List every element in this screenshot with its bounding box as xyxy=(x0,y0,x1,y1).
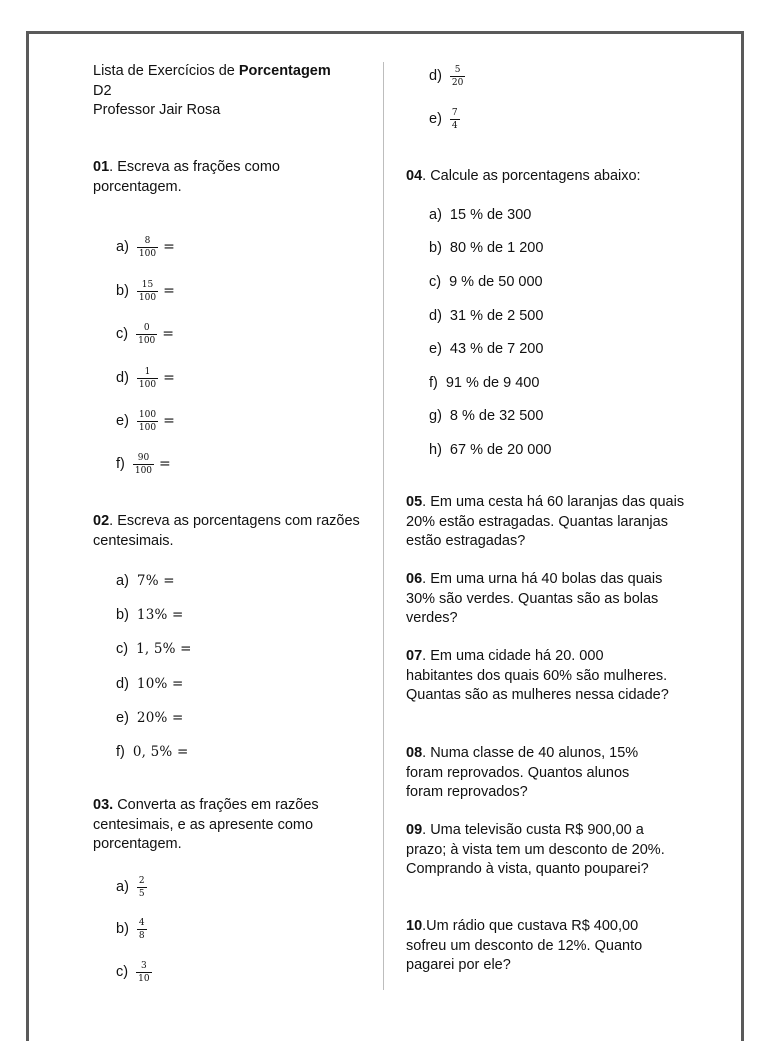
calculation-item xyxy=(429,440,552,460)
calculation-item xyxy=(429,339,543,359)
calculation-text: 43 % de 7 200 xyxy=(449,341,544,357)
item-label: c) xyxy=(116,964,129,981)
fraction xyxy=(133,453,154,476)
calculation-item xyxy=(429,406,543,426)
calculation-text: 80 % de 1 200 xyxy=(449,240,544,256)
item-label: a) xyxy=(429,207,442,223)
fraction-numerator: 7 xyxy=(451,108,458,118)
column-divider xyxy=(383,62,384,990)
calculation-text: 91 % de 9 400 xyxy=(445,375,540,391)
percentage-item xyxy=(116,639,192,659)
calculation-item xyxy=(429,306,543,326)
item-label: c) xyxy=(116,326,129,343)
equals-sign: = xyxy=(163,283,175,300)
fraction-denominator: 100 xyxy=(138,380,157,390)
item-label: b) xyxy=(116,607,129,623)
fraction xyxy=(137,876,147,899)
fraction-item xyxy=(116,961,154,984)
document-header xyxy=(93,62,363,121)
percentage-value: 0, 5% = xyxy=(132,744,189,760)
item-label: h) xyxy=(429,442,442,458)
calculation-text: 31 % de 2 500 xyxy=(449,308,544,324)
question-01: 01. Escreva as frações como porcentagem. xyxy=(93,159,280,195)
fraction-denominator: 8 xyxy=(138,931,145,941)
fraction-numerator: 100 xyxy=(138,410,157,420)
fraction-denominator: 4 xyxy=(451,121,458,131)
fraction-numerator: 8 xyxy=(137,236,158,248)
fraction-numerator: 15 xyxy=(137,280,158,292)
header-teacher: Professor Jair Rosa xyxy=(93,102,221,118)
equals-sign: = xyxy=(163,370,175,387)
percentage-value: 13% = xyxy=(136,607,184,623)
question-02: 02. Escreva as porcentagens com razões centesimais. xyxy=(93,513,360,549)
fraction xyxy=(137,918,147,941)
percentage-value: 20% = xyxy=(136,710,184,726)
fraction-denominator: 100 xyxy=(138,423,157,433)
calculation-text: 8 % de 32 500 xyxy=(449,408,544,424)
fraction-item xyxy=(116,918,149,941)
fraction-numerator: 0 xyxy=(136,323,157,335)
fraction-numerator: 3 xyxy=(136,961,151,973)
question-07: 07. Em uma cidade há 20. 000 habitantes dos quais 60% são mulheres. Quantas são as mulheres nessa cidade? xyxy=(406,648,669,703)
item-label: c) xyxy=(429,274,442,290)
fraction-denominator: 20 xyxy=(451,78,464,88)
percentage-item xyxy=(116,708,184,728)
fraction-numerator: 5 xyxy=(450,65,465,77)
calculation-item xyxy=(429,373,539,393)
fraction xyxy=(137,410,158,433)
fraction-numerator: 90 xyxy=(133,453,154,465)
item-label: b) xyxy=(429,240,442,256)
fraction-denominator: 100 xyxy=(138,249,157,259)
item-label: c) xyxy=(116,641,129,657)
calculation-item xyxy=(429,205,531,225)
calculation-item xyxy=(429,238,543,258)
fraction-item xyxy=(429,65,467,88)
fraction-denominator: 100 xyxy=(134,466,153,476)
question-09: 09. Uma televisão custa R$ 900,00 a prazo; à vista tem um desconto de 20%. Comprando à vista, quanto pouparei? xyxy=(406,822,665,877)
item-label: a) xyxy=(116,239,129,256)
item-label: e) xyxy=(429,111,442,128)
fraction xyxy=(136,323,157,346)
fraction-denominator: 10 xyxy=(138,974,150,984)
item-label: e) xyxy=(116,413,129,430)
fraction xyxy=(450,108,460,131)
fraction-numerator: 4 xyxy=(138,918,145,928)
fraction-item xyxy=(116,876,149,899)
percentage-value: 7% = xyxy=(136,573,175,589)
question-06: 06. Em uma urna há 40 bolas das quais 30% são verdes. Quantas são as bolas verdes? xyxy=(406,571,663,626)
fraction-item xyxy=(116,323,174,346)
item-label: a) xyxy=(116,573,129,589)
question-10: 10.Um rádio que custava R$ 400,00 sofreu um desconto de 12%. Quanto pagarei por ele? xyxy=(406,918,643,973)
percentage-item xyxy=(116,605,184,625)
percentage-item xyxy=(116,571,175,591)
equals-sign: = xyxy=(159,456,171,473)
item-label: d) xyxy=(429,308,442,324)
equals-sign: = xyxy=(163,413,175,430)
item-label: f) xyxy=(116,744,125,760)
question-04: 04. Calcule as porcentagens abaixo: xyxy=(406,168,641,184)
percentage-item xyxy=(116,674,184,694)
question-05: 05. Em uma cesta há 60 laranjas das quais 20% estão estragadas. Quantas laranjas estão estragadas? xyxy=(406,494,685,549)
percentage-value: 1, 5% = xyxy=(136,641,192,657)
percentage-value: 10% = xyxy=(136,676,184,692)
header-code: D2 xyxy=(93,82,112,99)
fraction xyxy=(450,65,465,88)
item-label: e) xyxy=(429,341,442,357)
fraction-denominator: 100 xyxy=(138,336,156,346)
fraction xyxy=(137,280,158,303)
equals-sign: = xyxy=(162,326,175,343)
item-label: e) xyxy=(116,710,129,726)
fraction-denominator: 5 xyxy=(138,889,145,899)
calculation-text: 9 % de 50 000 xyxy=(449,274,543,290)
fraction-item xyxy=(116,367,175,390)
item-label: b) xyxy=(116,283,129,300)
fraction-numerator: 1 xyxy=(137,367,158,379)
fraction-denominator: 100 xyxy=(138,293,157,303)
equals-sign: = xyxy=(163,239,175,256)
fraction-item xyxy=(116,236,175,259)
percentage-item xyxy=(116,742,188,762)
item-label: a) xyxy=(116,879,129,896)
item-label: d) xyxy=(116,370,129,387)
fraction-item xyxy=(116,453,171,476)
calculation-text: 15 % de 300 xyxy=(449,207,532,223)
fraction-numerator: 2 xyxy=(138,876,145,886)
item-label: b) xyxy=(116,921,129,938)
fraction xyxy=(137,367,158,390)
calculation-text: 67 % de 20 000 xyxy=(449,442,552,458)
question-03: 03. Converta as frações em razões centesimais, e as apresente como porcentagem. xyxy=(93,797,319,852)
item-label: d) xyxy=(116,676,129,692)
item-label: f) xyxy=(116,456,125,473)
header-title: Lista de Exercícios de Porcentagem xyxy=(93,63,331,79)
fraction xyxy=(137,236,158,259)
fraction-item xyxy=(116,280,175,303)
item-label: d) xyxy=(429,68,442,85)
fraction-item xyxy=(429,108,462,131)
fraction-item xyxy=(116,410,175,433)
fraction xyxy=(136,961,151,984)
item-label: g) xyxy=(429,408,442,424)
item-label: f) xyxy=(429,375,438,391)
calculation-item xyxy=(429,272,543,292)
question-08: 08. Numa classe de 40 alunos, 15% foram reprovados. Quantos alunos foram reprovados? xyxy=(406,745,639,800)
